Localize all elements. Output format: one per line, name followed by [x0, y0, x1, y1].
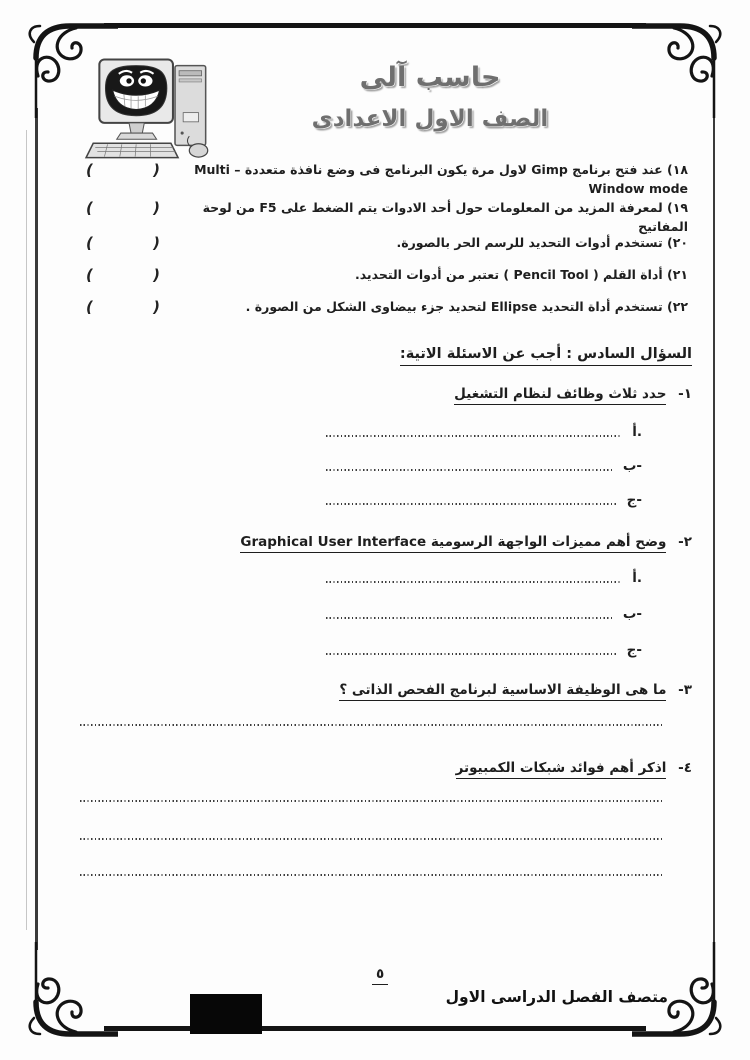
tf-question-row: [86, 297, 692, 316]
item-label: ب-: [622, 606, 642, 622]
question-number: ٢١): [667, 267, 688, 282]
item-label: أ.: [632, 570, 642, 586]
paren-close: ): [153, 234, 160, 252]
tf-question-row: [86, 198, 692, 237]
page-number: ٥: [372, 966, 388, 985]
question-text: وضح أهم مميزات الواجهة الرسومية Graphical User Interface: [240, 534, 666, 553]
tf-question-text: [160, 233, 692, 252]
item-label: ج-: [626, 492, 642, 508]
question-2: [240, 534, 692, 550]
dotted-answer-line: [326, 581, 622, 583]
question-4: [456, 760, 692, 776]
tf-question-row: [86, 160, 692, 199]
paren-open: (: [86, 161, 93, 179]
question-text: حدد ثلاث وظائف لنظام التشغيل: [454, 386, 666, 405]
section-six-header: [400, 346, 692, 362]
question-text: عند فتح برنامج Gimp لاول مرة يكون البرنامج فى وضع نافذة متعددة Multi – Window mode: [194, 162, 688, 197]
question-number: ١-: [678, 386, 692, 402]
paren-close: ): [153, 298, 160, 316]
frame-bottom-border: [104, 1026, 646, 1031]
tf-question-row: [86, 233, 692, 252]
item-label: أ.: [632, 424, 642, 440]
dotted-answer-line: [326, 503, 617, 505]
dotted-answer-line: [326, 435, 622, 437]
paren-close: ): [153, 199, 160, 217]
question-text: لمعرفة المزيد من المعلومات حول أحد الادوات يتم الضغط على F5 من لوحة المفاتيح: [202, 200, 688, 235]
section-six-title-text: السؤال السادس : أجب عن الاسئلة الاتية:: [400, 346, 692, 366]
grade-title: الصف الاول الاعدادى: [311, 106, 549, 132]
subject-title: حاسب آلى: [359, 62, 501, 93]
answer-line-c: [326, 644, 642, 658]
answer-line-a: [326, 572, 642, 586]
question-text: تستخدم أداة التحديد Ellipse لتحديد جزء بيضاوى الشكل من الصورة .: [245, 299, 663, 314]
frame-top-border: [104, 23, 646, 28]
question-number: ٢٠): [667, 235, 688, 250]
question-text: اذكر أهم فوائد شبكات الكمبيوتر: [456, 760, 667, 779]
item-label: ب-: [622, 458, 642, 474]
corner-ornament-icon: [22, 942, 118, 1038]
frame-faint-line: [26, 130, 27, 930]
answer-parens: [86, 265, 160, 284]
question-number: ١٩): [667, 200, 688, 215]
answer-parens: [86, 198, 160, 217]
paren-open: (: [86, 266, 93, 284]
question-1: [454, 386, 692, 402]
question-number: ٣-: [678, 682, 692, 698]
footer-label: متصف الفصل الدراسى الاول: [445, 988, 668, 1006]
footer-black-mark: [190, 994, 262, 1034]
answer-parens: [86, 233, 160, 252]
question-text: تستخدم أدوات التحديد للرسم الحر بالصورة.: [396, 235, 663, 250]
question-number: ٤-: [678, 760, 692, 776]
question-text: ما هى الوظيفة الاساسية لبرنامج الفحص الذاتى ؟: [339, 682, 666, 701]
answer-line-a: [326, 426, 642, 440]
question-number: ١٨): [667, 162, 688, 177]
answer-line-b: [326, 608, 642, 622]
question-text: أداة القلم ( Pencil Tool ) تعتبر من أدوات التحديد.: [354, 267, 663, 282]
question-3: [339, 682, 692, 698]
answer-line-c: [326, 494, 642, 508]
dotted-answer-line: [326, 617, 613, 619]
paren-open: (: [86, 234, 93, 252]
dotted-answer-line: [80, 874, 664, 876]
dotted-answer-line: [80, 724, 664, 726]
tf-question-text: [160, 265, 692, 284]
tf-question-text: [160, 297, 692, 316]
question-number: ٢-: [678, 534, 692, 550]
dotted-answer-line: [80, 838, 664, 840]
dotted-answer-line: [326, 653, 617, 655]
dotted-answer-line: [80, 800, 664, 802]
tf-question-text: [160, 160, 692, 199]
answer-line-b: [326, 460, 642, 474]
tf-question-row: [86, 265, 692, 284]
frame-left-border: [35, 108, 38, 950]
answer-parens: [86, 297, 160, 316]
tf-question-text: [160, 198, 692, 237]
dotted-answer-line: [326, 469, 613, 471]
paren-open: (: [86, 199, 93, 217]
question-number: ٢٢): [667, 299, 688, 314]
paren-open: (: [86, 298, 93, 316]
item-label: ج-: [626, 642, 642, 658]
frame-right-border: [713, 108, 716, 950]
paren-close: ): [153, 266, 160, 284]
answer-parens: [86, 160, 160, 179]
paren-close: ): [153, 161, 160, 179]
